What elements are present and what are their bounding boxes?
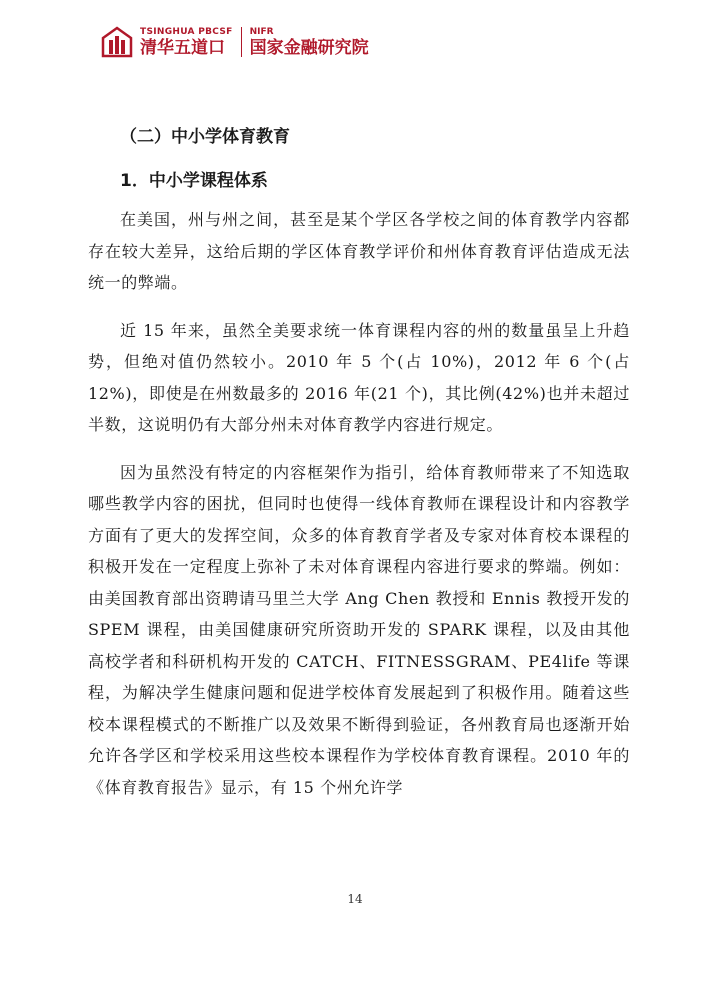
brand-block [140, 27, 233, 58]
section-heading: （二）中小学体育教育 [120, 127, 290, 147]
nifr-block [250, 27, 369, 58]
tsinghua-logo-icon [100, 25, 134, 59]
brand-chinese-name: 清华五道口 [140, 37, 225, 58]
paragraph: 近 15 年来，虽然全美要求统一体育课程内容的州的数量虽呈上升趋势，但绝对值仍然较小。2010 年 5 个(占 10%)，2012 年 6 个(占 12%)，即使是在州数最多的 2016 年(21 个)，其比例(42%)也并未超过半数，这说明仍有大部分州未对体育教学内容进行规定。 [88, 320, 630, 434]
paragraph: 因为虽然没有特定的内容框架作为指引，给体育教师带来了不知选取哪些教学内容的困扰，但同时也使得一线体育教师在课程设计和内容教学方面有了更大的发挥空间，众多的体育教育学者及专家对体育校本课程的积极开发在一定程度上弥补了未对体育课程内容进行要求的弊端。例如：由美国教育部出资聘请马里兰大学 Ang Chen 教授和 Ennis 教授开发的 SPEM 课程，由美国健康研究所资助开发的 SPARK 课程，以及由其他高校学者和科研机构开发的 CATCH、FITNESSGRAM、PE4life 等课程，为解决学生健康问题和促进学校体育发展起到了积极作用。随着这些校本课程模式的不断推广以及效果不断得到验证，各州教育局也逐渐开始允许各学区和学校采用这些校本课程作为学校体育教育课程。2010 年的《体育教育报告》显示，有 15 个州允许学 [88, 462, 630, 797]
brand-english-name: TSINGHUA PBCSF [140, 26, 233, 37]
page-number: 14 [347, 892, 363, 906]
page-body [88, 120, 630, 803]
nifr-english-name: NIFR [249, 26, 274, 37]
page-header [100, 22, 369, 62]
paragraph: 在美国，州与州之间，甚至是某个学区各学校之间的体育教学内容都存在较大差异，这给后期的学区体育教学评价和州体育教育评估造成无法统一的弊端。 [88, 210, 630, 292]
subsection-heading: 1．中小学课程体系 [120, 171, 268, 191]
nifr-chinese-name: 国家金融研究院 [249, 37, 369, 58]
header-divider [241, 27, 242, 57]
